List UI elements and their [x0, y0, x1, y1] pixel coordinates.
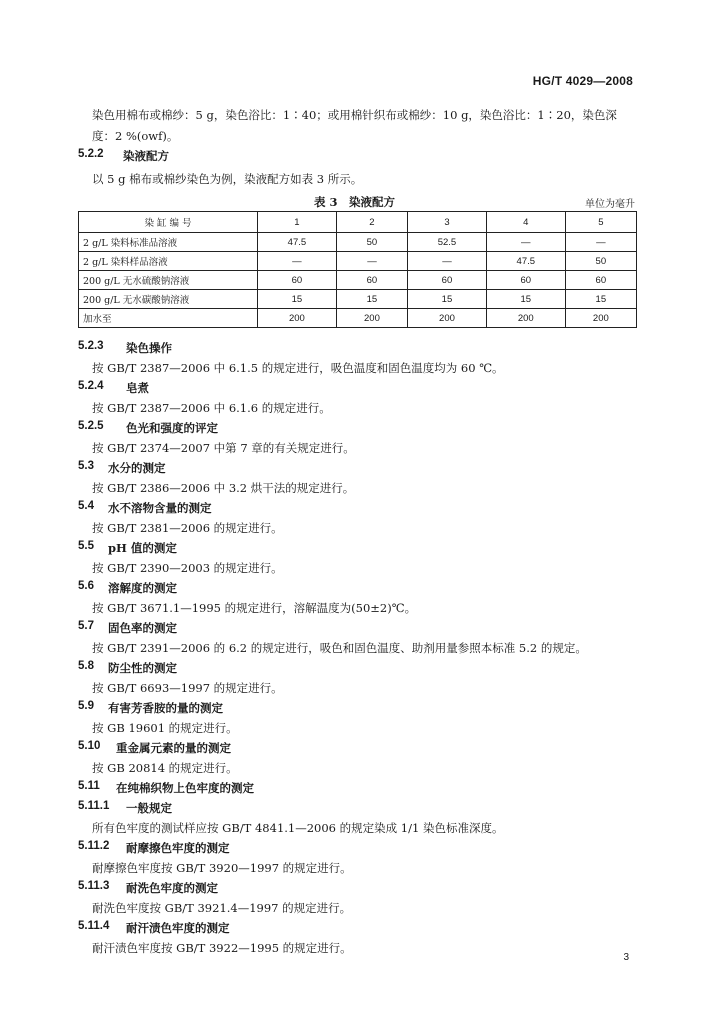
section-text: 耐汗渍色牢度按 GB/T 3922—1995 的规定进行。 — [92, 941, 352, 955]
section-title: 水分的测定 — [108, 461, 166, 475]
section-text: 耐洗色牢度按 GB/T 3921.4—1997 的规定进行。 — [92, 901, 352, 915]
section-text: 按 GB/T 2387—2006 中 6.1.5 的规定进行，吸色温度和固色温度均为 60 ℃。 — [92, 361, 504, 375]
table-cell: 15 — [336, 290, 407, 309]
section-number: 5.3 — [78, 460, 94, 472]
section-text: 按 GB/T 2390—2003 的规定进行。 — [92, 561, 283, 575]
section-text: 按 GB/T 6693—1997 的规定进行。 — [92, 681, 283, 695]
table-cell: 50 — [565, 252, 636, 271]
table-cell: 60 — [486, 271, 565, 290]
table-row — [79, 271, 637, 290]
standard-code: HG/T 4029—2008 — [532, 74, 633, 88]
table-caption: 表 3 染液配方 — [314, 195, 396, 209]
table-row — [79, 252, 637, 271]
section-text-5-2-2: 以 5 g 棉布或棉纱染色为例，染液配方如表 3 所示。 — [92, 172, 363, 186]
table-cell: 200 — [408, 309, 487, 328]
table-cell: 47.5 — [258, 233, 337, 252]
section-number: 5.2.5 — [78, 420, 104, 432]
section-text: 所有色牢度的测试样应按 GB/T 4841.1—2006 的规定染成 1/1 染色标准深度。 — [92, 821, 504, 835]
table-header-cell: 染 缸 编 号 — [79, 212, 258, 233]
table-cell: 60 — [258, 271, 337, 290]
section-number: 5.2.3 — [78, 340, 104, 352]
intro-paragraph: 染色用棉布或棉纱：5 g，染色浴比：1∶40；或用棉针织布或棉纱：10 g，染色浴比：1∶20，染色深度：2 %(owf)。 — [92, 108, 617, 143]
table-cell: 加水至 — [79, 309, 258, 328]
table-cell: 15 — [258, 290, 337, 309]
table-cell: 200 — [486, 309, 565, 328]
section-title: 一般规定 — [126, 801, 172, 815]
section-title: 水不溶物含量的测定 — [108, 501, 212, 515]
section-title: 耐洗色牢度的测定 — [126, 881, 218, 895]
table-header-cell: 4 — [486, 212, 565, 233]
table-cell: 2 g/L 染料样品溶液 — [79, 252, 258, 271]
section-number: 5.4 — [78, 500, 94, 512]
section-title: 溶解度的测定 — [108, 581, 177, 595]
section-text: 按 GB/T 2387—2006 中 6.1.6 的规定进行。 — [92, 401, 331, 415]
section-title: 重金属元素的量的测定 — [116, 741, 231, 755]
section-number: 5.9 — [78, 700, 94, 712]
section-title: 耐汗渍色牢度的测定 — [126, 921, 230, 935]
table-cell: 15 — [408, 290, 487, 309]
table-cell: 47.5 — [486, 252, 565, 271]
section-text: 按 GB/T 2374—2007 中第 7 章的有关规定进行。 — [92, 441, 355, 455]
section-text: 按 GB/T 2381—2006 的规定进行。 — [92, 521, 283, 535]
section-number: 5.10 — [78, 740, 101, 752]
table-cell: 2 g/L 染料标准品溶液 — [79, 233, 258, 252]
section-title: 耐摩擦色牢度的测定 — [126, 841, 230, 855]
table-cell: 60 — [408, 271, 487, 290]
section-number: 5.8 — [78, 660, 94, 672]
section-number: 5.11 — [78, 780, 100, 792]
section-title: 有害芳香胺的量的测定 — [108, 701, 223, 715]
section-number: 5.11.3 — [78, 880, 110, 892]
section-number: 5.11.4 — [78, 920, 110, 932]
dye-formula-table — [78, 211, 637, 328]
table-row — [79, 290, 637, 309]
table-header-cell: 5 — [565, 212, 636, 233]
section-number: 5.6 — [78, 580, 94, 592]
table-unit: 单位为毫升 — [585, 199, 635, 210]
section-text: 按 GB/T 2386—2006 中 3.2 烘干法的规定进行。 — [92, 481, 355, 495]
table-cell: — — [258, 252, 337, 271]
section-number: 5.2.2 — [78, 148, 104, 160]
table-cell: 200 — [565, 309, 636, 328]
table-cell: — — [486, 233, 565, 252]
section-title: pH 值的测定 — [108, 541, 177, 555]
section-text: 按 GB 19601 的规定进行。 — [92, 721, 238, 735]
section-title: 皂煮 — [126, 381, 149, 395]
table-cell: 200 — [258, 309, 337, 328]
table-cell: 200 g/L 无水硫酸钠溶液 — [79, 271, 258, 290]
section-number: 5.2.4 — [78, 380, 104, 392]
table-header-cell: 2 — [336, 212, 407, 233]
section-text: 按 GB/T 3671.1—1995 的规定进行，溶解温度为(50±2)℃。 — [92, 601, 417, 615]
table-header-cell: 3 — [408, 212, 487, 233]
table-header-cell: 1 — [258, 212, 337, 233]
section-title: 在纯棉织物上色牢度的测定 — [116, 781, 254, 795]
table-cell: 15 — [565, 290, 636, 309]
table-cell: — — [565, 233, 636, 252]
table-row — [79, 233, 637, 252]
section-title: 防尘性的测定 — [108, 661, 177, 675]
section-title: 染色操作 — [126, 341, 172, 355]
section-number: 5.5 — [78, 540, 94, 552]
page-number: 3 — [623, 952, 629, 963]
table-row — [79, 309, 637, 328]
section-text: 按 GB/T 2391—2006 的 6.2 的规定进行，吸色和固色温度、助剂用量参照本标准 5.2 的规定。 — [92, 641, 587, 655]
section-number: 5.11.1 — [78, 800, 110, 812]
section-number: 5.7 — [78, 620, 94, 632]
section-text: 耐摩擦色牢度按 GB/T 3920—1997 的规定进行。 — [92, 861, 352, 875]
table-cell: — — [336, 252, 407, 271]
section-title: 色光和强度的评定 — [126, 421, 218, 435]
table-cell: 50 — [336, 233, 407, 252]
table-cell: 200 g/L 无水碳酸钠溶液 — [79, 290, 258, 309]
table-header-row — [79, 212, 637, 233]
section-title: 固色率的测定 — [108, 621, 177, 635]
section-title: 染液配方 — [123, 149, 169, 163]
section-number: 5.11.2 — [78, 840, 110, 852]
table-cell: 60 — [565, 271, 636, 290]
table-cell: 15 — [486, 290, 565, 309]
section-text: 按 GB 20814 的规定进行。 — [92, 761, 238, 775]
table-cell: 52.5 — [408, 233, 487, 252]
table-cell: — — [408, 252, 487, 271]
table-cell: 200 — [336, 309, 407, 328]
table-cell: 60 — [336, 271, 407, 290]
